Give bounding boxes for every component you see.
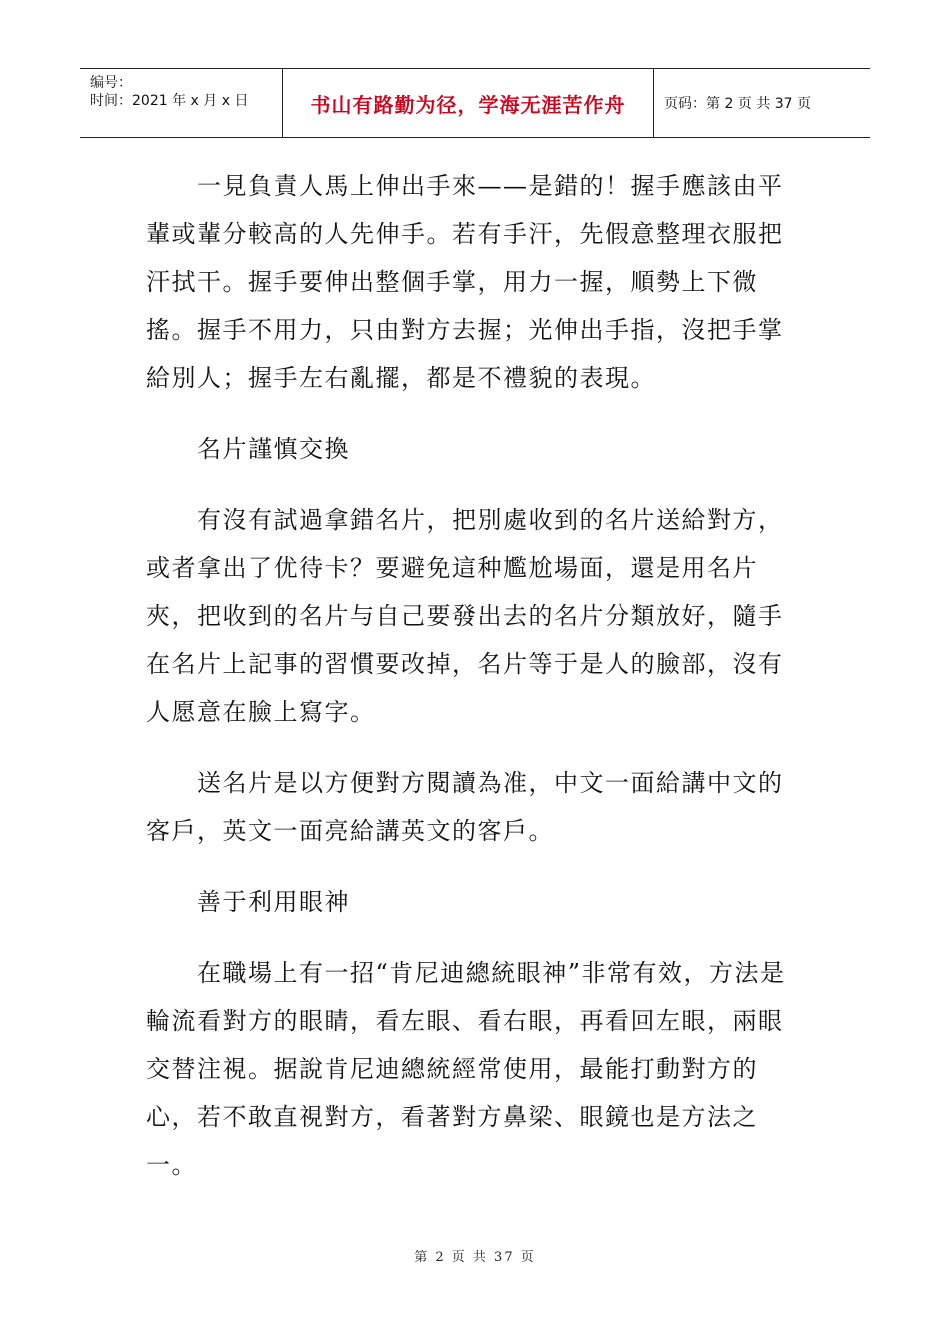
document-header (80, 68, 870, 138)
paragraph-card-language: 送名片是以方便對方閱讀為准，中文一面給講中文的客戶，英文一面亮給講英文的客戶。 (146, 769, 784, 845)
section-heading-business-cards: 名片謹慎交換 (197, 435, 350, 463)
header-page-cell (654, 69, 870, 137)
section-heading-eye-contact: 善于利用眼神 (197, 888, 350, 916)
paragraph-eye-contact: 在職場上有一招“肯尼迪總統眼神”非常有效，方法是輪流看對方的眼睛，看左眼、看右眼，再看回左眼，兩眼交替注視。据說肯尼迪總統經常使用，最能打動對方的心，若不敢直視對方，看著對方鼻梁、眼鏡也是方法之一。 (146, 959, 786, 1179)
page-footer: 第 2 页 共 37 页 (414, 1250, 536, 1265)
document-number-label: 编号： (90, 75, 132, 91)
header-motto: 书山有路勤为径，学海无涯苦作舟 (310, 92, 626, 117)
header-motto-cell (283, 69, 654, 137)
header-page-info: 页码：第 2 页 共 37 页 (664, 96, 811, 112)
header-meta-cell (80, 69, 283, 137)
document-date-label: 时间：2021 年 x 月 x 日 (90, 93, 249, 109)
document-body (146, 162, 796, 1212)
paragraph-business-cards: 有沒有試過拿錯名片，把別處收到的名片送給對方，或者拿出了优待卡？要避免這种尷尬場面，還是用名片夾，把收到的名片与自己要發出去的名片分類放好，隨手在名片上記事的習慣要改掉，名片等于是人的臉部，沒有人愿意在臉上寫字。 (146, 506, 784, 726)
paragraph-handshake: 一見負責人馬上伸出手來——是錯的！握手應該由平輩或輩分較高的人先伸手。若有手汗，先假意整理衣服把汗拭干。握手要伸出整個手掌，用力一握，順勢上下微搖。握手不用力，只由對方去握；光伸出手指，沒把手掌給別人；握手左右亂擺，都是不禮貌的表現。 (146, 172, 784, 392)
